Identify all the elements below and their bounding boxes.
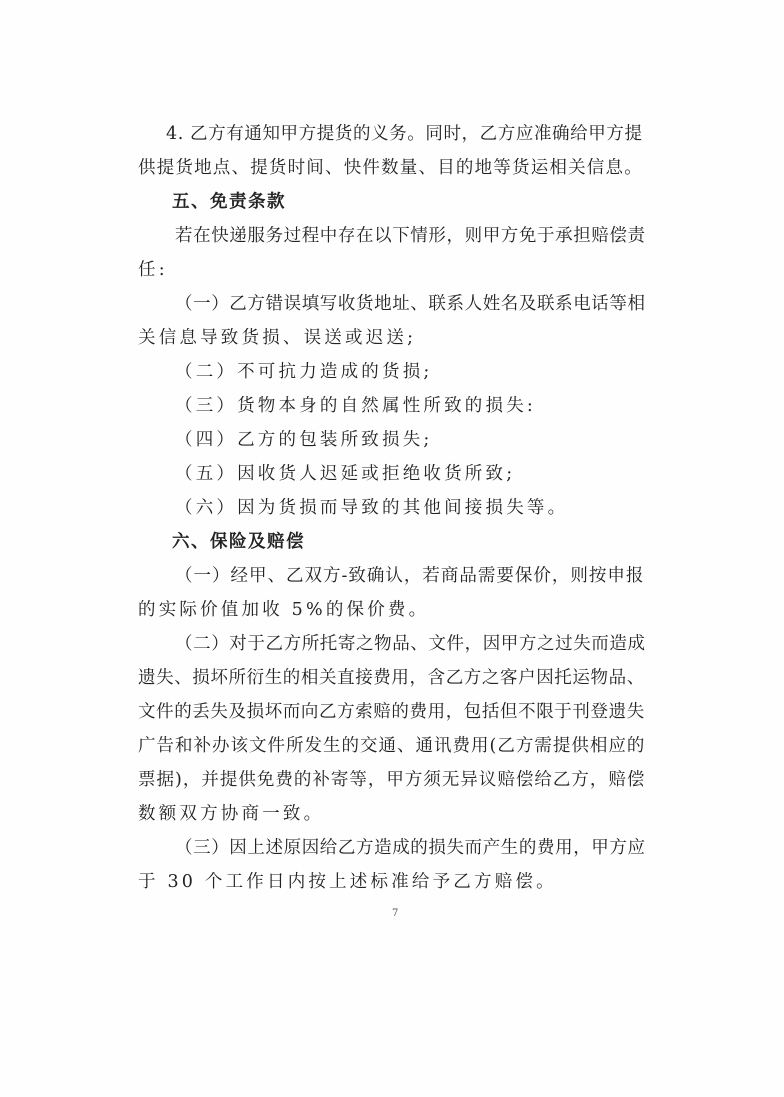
text-line: （四）乙方的包装所致损失;	[175, 430, 433, 450]
text-line: 数额双方协商一致。	[138, 804, 325, 824]
page-number: 7	[392, 908, 399, 919]
text-line: 遗失、损坏所衍生的相关直接费用，含乙方之客户因托运物品、	[138, 668, 645, 688]
text-line: 票据)，并提供免费的补寄等，甲方须无异议赔偿给乙方，赔偿	[138, 770, 646, 790]
text-line: 的实际价值加收 5%的保价费。	[138, 600, 430, 620]
text-line: 任:	[138, 260, 168, 280]
text-line: 关信息导致货损、误送或迟送;	[138, 328, 417, 348]
text-line: （二）不可抗力造成的货损;	[175, 362, 433, 382]
text-line: 于 30 个工作日内按上述标准给予乙方赔偿。	[138, 872, 557, 892]
text-line: （五）因收货人迟延或拒绝收货所致;	[175, 464, 516, 484]
text-line: （三）因上述原因给乙方造成的损失而产生的费用，甲方应	[175, 838, 646, 858]
text-line: 文件的丢失及损坏而向乙方索赔的费用，包括但不限于刊登遗失	[138, 702, 645, 722]
text-line: 供提货地点、提货时间、快件数量、目的地等货运相关信息。	[138, 158, 643, 178]
text-line: （二）对于乙方所托寄之物品、文件，因甲方之过失而造成	[175, 634, 646, 654]
text-line: （一）经甲、乙双方-致确认，若商品需要保价，则按申报	[175, 566, 645, 586]
section-heading: 六、保险及赔偿	[172, 532, 305, 552]
text-line: （一）乙方错误填写收货地址、联系人姓名及联系电话等相	[175, 294, 646, 314]
text-line: 广告和补办该文件所发生的交通、通讯费用(乙方需提供相应的	[138, 736, 646, 756]
section-heading: 五、免责条款	[172, 192, 286, 212]
text-line: （三）货物本身的自然属性所致的损失:	[175, 396, 536, 416]
text-line: （六）因为货损而导致的其他间接损失等。	[175, 498, 569, 518]
text-line: 4. 乙方有通知甲方提货的义务。同时，乙方应准确给甲方提	[166, 124, 643, 144]
text-line: 若在快递服务过程中存在以下情形，则甲方免于承担赔偿责	[175, 226, 646, 246]
